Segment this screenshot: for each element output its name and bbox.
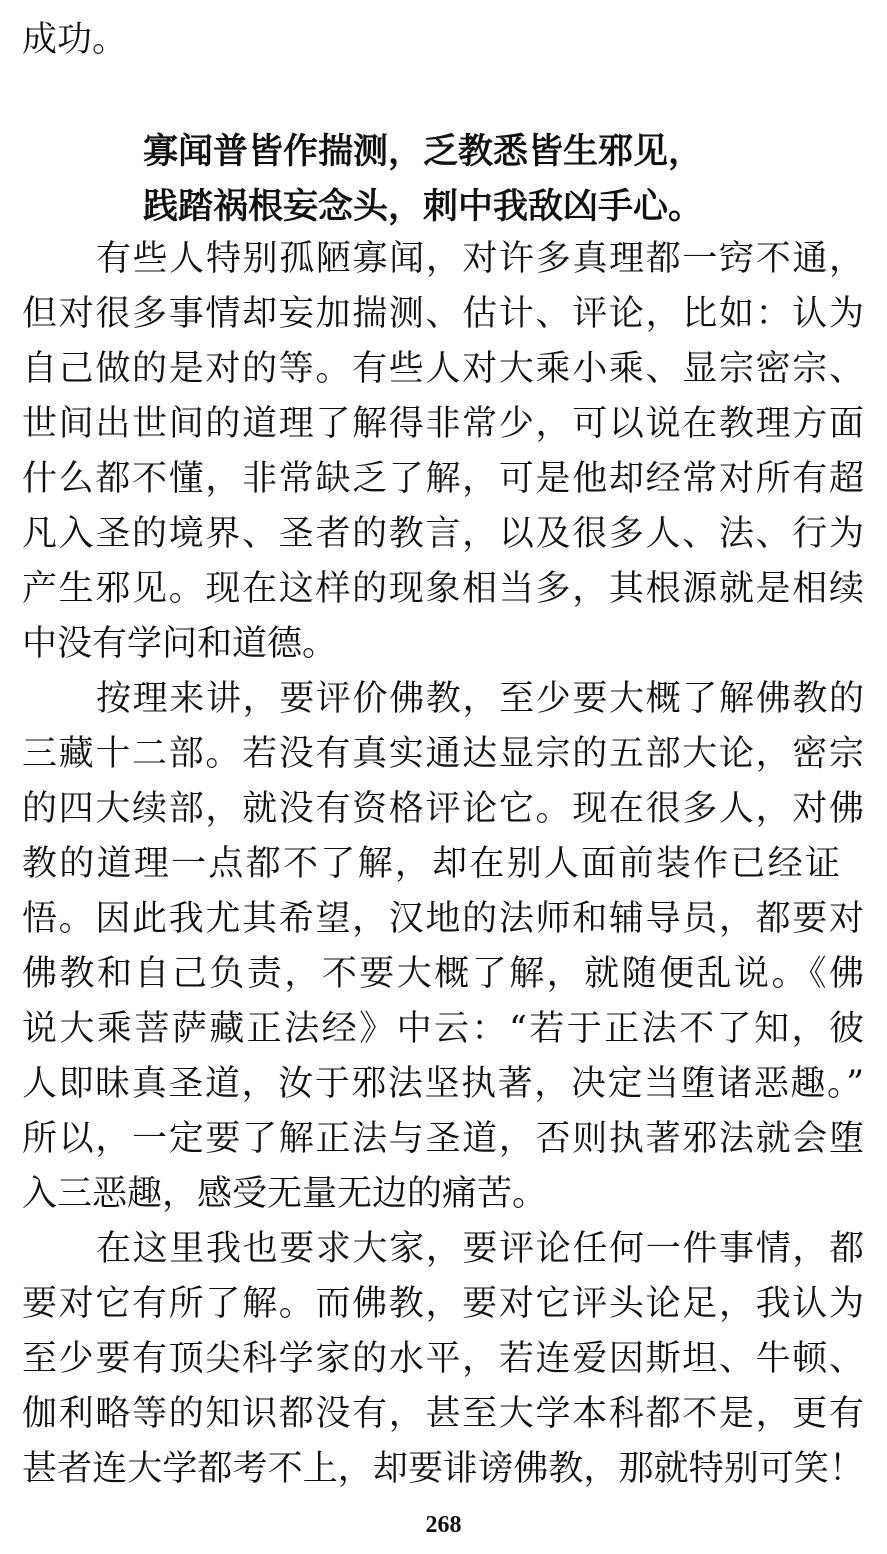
text-line: 什么都不懂，非常缺乏了解，可是他却经常对所有超 xyxy=(22,459,864,499)
text-line: 三藏十二部。若没有真实通达显宗的五部大论，密宗 xyxy=(22,734,864,774)
text-line: 有些人特别孤陋寡闻，对许多真理都一窍不通， xyxy=(96,239,864,279)
verse-line-1: 寡闻普皆作揣测，乏教悉皆生邪见， xyxy=(143,132,704,172)
text-line: 的四大续部，就没有资格评论它。现在很多人，对佛 xyxy=(22,789,864,829)
text-line: 入三恶趣，感受无量无边的痛苦。 xyxy=(22,1174,548,1214)
text-line: 中没有学问和道德。 xyxy=(22,624,338,664)
verse-line-2: 践踏祸根妄念头，刺中我敌凶手心。 xyxy=(143,187,704,227)
page-number: 268 xyxy=(425,1512,462,1538)
text-line: 产生邪见。现在这样的现象相当多，其根源就是相续 xyxy=(22,569,864,609)
text-line: 所以，一定要了解正法与圣道，否则执著邪法就会堕 xyxy=(22,1119,864,1159)
text-line: 人即昧真圣道，汝于邪法坚执著，决定当堕诸恶趣。” xyxy=(22,1064,864,1104)
text-line: 佛教和自己负责，不要大概了解，就随便乱说。《佛 xyxy=(22,954,864,994)
text-line: 伽利略等的知识都没有，甚至大学本科都不是，更有 xyxy=(22,1394,864,1434)
text-line: 自己做的是对的等。有些人对大乘小乘、显宗密宗、 xyxy=(22,349,864,389)
text-line: 按理来讲，要评价佛教，至少要大概了解佛教的 xyxy=(96,679,864,719)
text-line: 成功。 xyxy=(22,20,128,60)
text-line: 凡入圣的境界、圣者的教言，以及很多人、法、行为 xyxy=(22,514,864,554)
text-line: 悟。因此我尤其希望，汉地的法师和辅导员，都要对 xyxy=(22,899,864,939)
text-line: 要对它有所了解。而佛教，要对它评头论足，我认为 xyxy=(22,1284,864,1324)
text-line: 甚者连大学都考不上，却要诽谤佛教，那就特别可笑！ xyxy=(22,1449,864,1489)
text-line: 但对很多事情却妄加揣测、估计、评论，比如：认为 xyxy=(22,294,864,334)
text-line: 至少要有顶尖科学家的水平，若连爱因斯坦、牛顿、 xyxy=(22,1339,864,1379)
text-line: 教的道理一点都不了解，却在别人面前装作已经证 xyxy=(22,844,840,884)
text-line: 在这里我也要求大家，要评论任何一件事情，都 xyxy=(96,1229,864,1269)
text-line: 世间出世间的道理了解得非常少，可以说在教理方面 xyxy=(22,404,864,444)
text-line: 说大乘菩萨藏正法经》中云：“若于正法不了知，彼 xyxy=(22,1009,864,1049)
